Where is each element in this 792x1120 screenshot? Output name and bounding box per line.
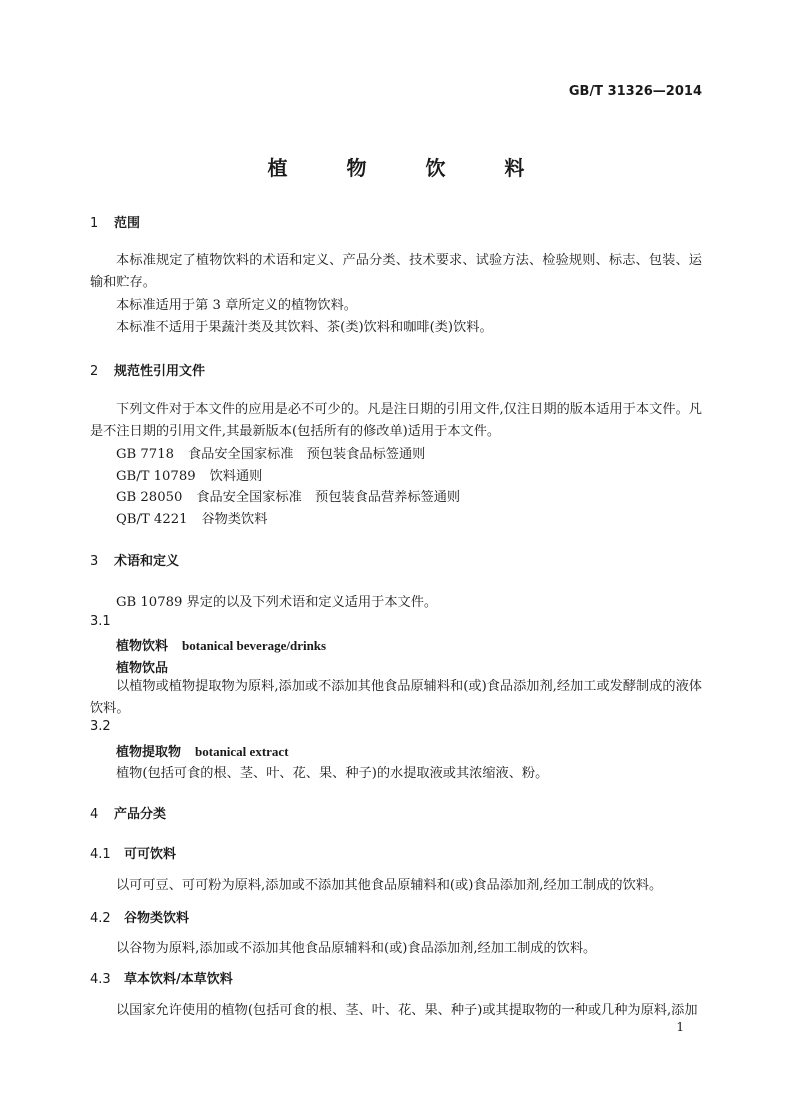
section-title: 范围 (114, 216, 141, 231)
section-number: 3 (90, 554, 99, 569)
term-zh: 植物提取物 (116, 745, 182, 760)
clause-4-2-heading (90, 907, 189, 926)
reference-name: 食品安全国家标准 预包装食品标签通则 (187, 447, 426, 462)
term-number: 3.2 (90, 719, 111, 734)
clause-title: 草本饮料/本草饮料 (124, 972, 233, 987)
term-heading (116, 741, 289, 760)
section-number: 4 (90, 807, 99, 822)
section-1-paragraph-2: 本标准适用于第 3 章所定义的植物饮料。 (116, 298, 357, 313)
section-2-heading (90, 360, 205, 379)
section-title: 规范性引用文件 (114, 364, 206, 379)
section-title: 产品分类 (114, 807, 167, 822)
clause-number: 4.3 (90, 972, 111, 987)
term-definition: 植物(包括可食的根、茎、叶、花、果、种子)的水提取液或其浓缩液、粉。 (116, 766, 549, 781)
term-en: botanical beverage/drinks (182, 638, 327, 653)
reference-code: GB 28050 (116, 490, 183, 505)
standard-code: GB/T 31326—2014 (568, 84, 702, 99)
section-1-heading (90, 212, 140, 231)
section-3-paragraph-1: GB 10789 界定的以及下列术语和定义适用于本文件。 (116, 595, 438, 610)
term-definition: 以植物或植物提取物为原料,添加或不添加其他食品原辅料和(或)食品添加剂,经加工或发酵制成的液体饮料。 (90, 679, 702, 716)
term-en: botanical extract (195, 744, 289, 759)
section-3-heading (90, 550, 179, 569)
clause-4-1-heading (90, 843, 176, 862)
section-1-paragraph-3: 本标准不适用于果蔬汁类及其饮料、茶(类)饮料和咖啡(类)饮料。 (116, 320, 493, 335)
reference-item (116, 486, 460, 505)
clause-title: 可可饮料 (124, 847, 177, 862)
clause-4-3-heading (90, 968, 233, 987)
reference-name: 食品安全国家标准 预包装食品营养标签通则 (196, 490, 461, 505)
section-2-paragraph-1: 下列文件对于本文件的应用是必不可少的。凡是注日期的引用文件,仅注日期的版本适用于本文件。凡是不注日期的引用文件,其最新版本(包括所有的修改单)适用于本文件。 (90, 402, 702, 439)
document-title: 植 物 饮 料 (267, 156, 551, 180)
term-alternative: 植物饮品 (116, 661, 169, 676)
section-1-paragraph-1: 本标准规定了植物饮料的术语和定义、产品分类、技术要求、试验方法、检验规则、标志、包装、运输和贮存。 (90, 253, 702, 290)
term-zh: 植物饮料 (116, 639, 169, 654)
clause-number: 4.1 (90, 847, 111, 862)
clause-4-2-text: 以谷物为原料,添加或不添加其他食品原辅料和(或)食品添加剂,经加工制成的饮料。 (116, 941, 597, 956)
reference-code: QB/T 4221 (116, 512, 188, 527)
section-number: 2 (90, 364, 99, 379)
term-number: 3.1 (90, 614, 111, 629)
term-heading (116, 635, 326, 654)
reference-item (116, 443, 425, 462)
clause-4-1-text: 以可可豆、可可粉为原料,添加或不添加其他食品原辅料和(或)食品添加剂,经加工制成的饮料。 (116, 878, 663, 893)
reference-item (116, 465, 262, 484)
reference-item (116, 508, 267, 527)
clause-title: 谷物类饮料 (124, 911, 190, 926)
section-4-heading (90, 803, 166, 822)
reference-code: GB/T 10789 (116, 469, 196, 484)
page-number: 1 (676, 1020, 684, 1034)
section-number: 1 (90, 216, 99, 231)
section-title: 术语和定义 (114, 554, 180, 569)
reference-name: 饮料通则 (209, 469, 263, 484)
clause-number: 4.2 (90, 911, 111, 926)
clause-4-3-text: 以国家允许使用的植物(包括可食的根、茎、叶、花、果、种子)或其提取物的一种或几种为原料,添加 (116, 1003, 698, 1018)
reference-code: GB 7718 (116, 447, 174, 462)
reference-name: 谷物类饮料 (201, 512, 268, 527)
